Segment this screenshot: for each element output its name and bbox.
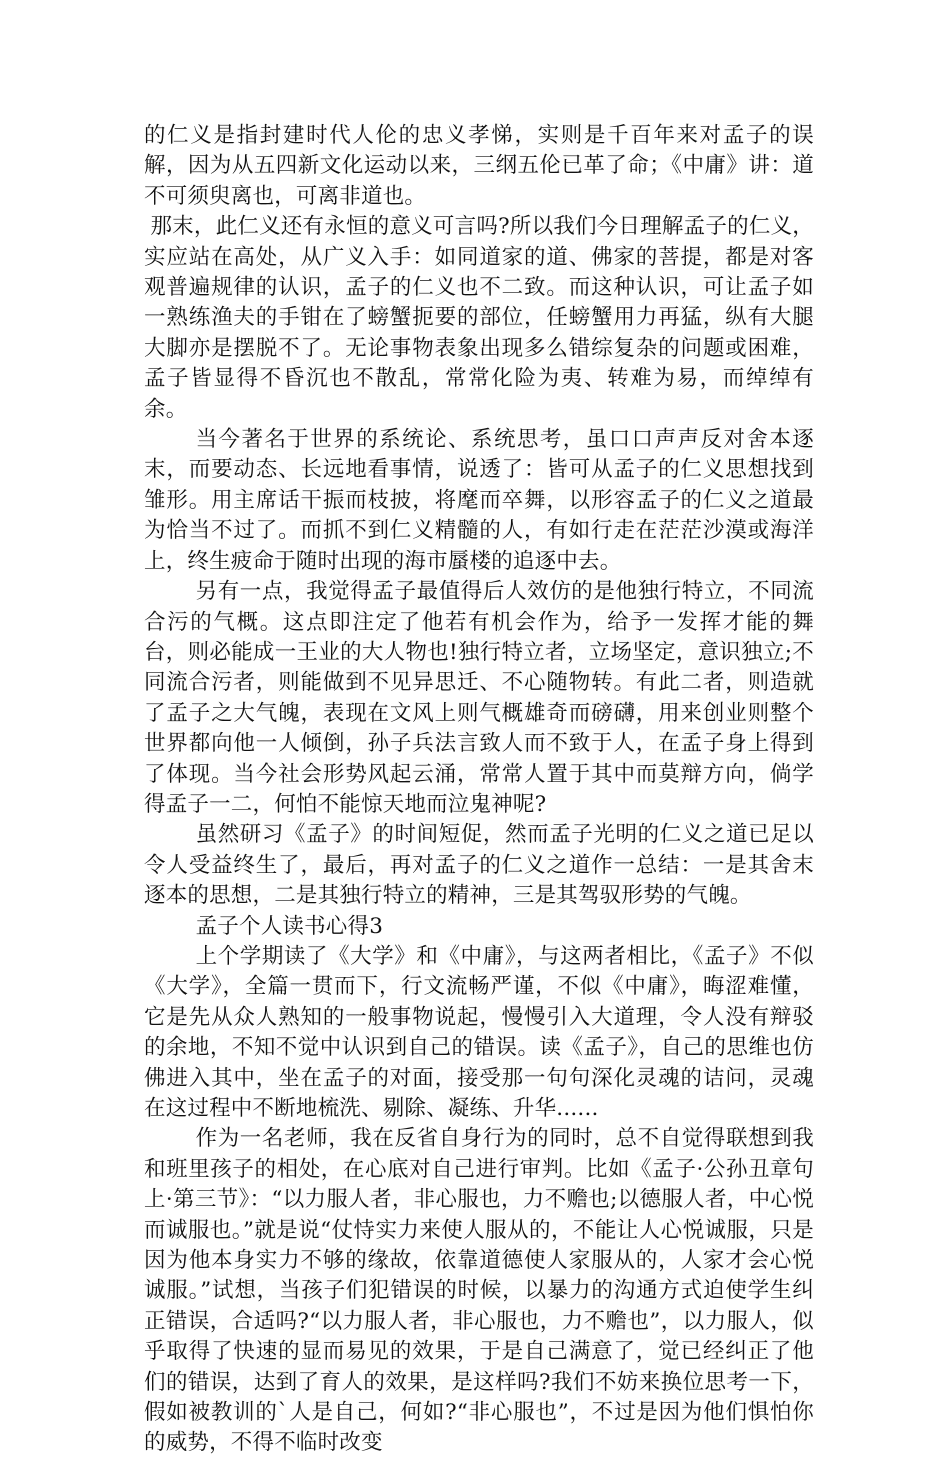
- section-heading: 孟子个人读书心得3: [195, 913, 384, 939]
- paragraph-reading-experience: 上个学期读了《大学》和《中庸》，与这两者相比，《孟子》不似《大学》，全篇一贯而下，行文流畅严谨，不似《中庸》，晦涩难懂，它是先从众人熟知的一般事物说起，慢慢引入大道理，令人没有辩驳的余地，不知不觉中认识到自己的错误。读《孟子》，自己的思维也仿佛进入其中，坐在孟子的对面，接受那一句句深化灵魂的诘问，灵魂在这过程中不断地梳洗、剔除、凝练、升华......: [144, 943, 814, 1121]
- paragraph-independent-spirit: 另有一点，我觉得孟子最值得后人效仿的是他独行特立，不同流合污的气概。这点即注定了他若有机会作为，给予一发挥才能的舞台，则必能成一王业的大人物也!独行特立者，立场坚定，意识独立;不同流合污者，则能做到不见异思迁、不心随物转。有此二者，则造就了孟子之大气魄，表现在文风上则气概雄奇而磅礴，用来创业则整个世界都向他一人倾倒，孙子兵法言致人而不致于人，在孟子身上得到了体现。当今社会形势风起云涌，常常人置于其中而莫辩方向，倘学得孟子一二，何怕不能惊天地而泣鬼神呢?: [144, 579, 814, 817]
- paragraph-continuation: 的仁义是指封建时代人伦的忠义孝悌，实则是千百年来对孟子的误解，因为从五四新文化运动以来，三纲五伦已革了命；《中庸》讲：道不可须臾离也，可离非道也。: [144, 123, 814, 209]
- document-body: [144, 121, 814, 1459]
- paragraph-systems-thinking: 当今著名于世界的系统论、系统思考，虽口口声声反对舍本逐末，而要动态、长远地看事情，说透了：皆可从孟子的仁义思想找到雏形。用主席话干振而枝披，将麾而卒舞，以形容孟子的仁义之道最为恰当不过了。而抓不到仁义精髓的人，有如行走在茫茫沙漠或海洋上，终生疲命于随时出现的海市蜃楼的追逐中去。: [144, 427, 814, 574]
- paragraph-teacher-reflection: 作为一名老师，我在反省自身行为的同时，总不自觉得联想到我和班里孩子的相处，在心底对自己进行审判。比如《孟子·公孙丑章句上·第三节》：“以力服人者，非心服也，力不赡也;以德服人者，中心悦而诚服也。”就是说“仗恃实力来使人服从的，不能让人心悦诚服，只是因为他本身实力不够的缘故，依靠道德使人家服从的，人家才会心悦诚服。”试想，当孩子们犯错误的时候，以暴力的沟通方式迫使学生纠正错误，合适吗?“以力服人者，非心服也，力不赡也”，以力服人，似乎取得了快速的显而易见的效果，于是自己满意了，觉已经纠正了他们的错误，达到了育人的效果，是这样吗?我们不妨来换位思考一下，假如被教训的`人是自己，何如?“非心服也”，不过是因为他们惧怕你的威势，不得不临时改变: [144, 1126, 814, 1456]
- paragraph-summary: 虽然研习《孟子》的时间短促，然而孟子光明的仁义之道已足以令人受益终生了，最后，再对孟子的仁义之道作一总结：一是其舍末逐本的思想，二是其独行特立的精神，三是其驾驭形势的气魄。: [144, 822, 814, 909]
- paragraph-eternal-meaning: 那末，此仁义还有永恒的意义可言吗?所以我们今日理解孟子的仁义，实应站在高处，从广义入手：如同道家的道、佛家的菩提，都是对客观普遍规律的认识，孟子的仁义也不二致。而这种认识，可让孟子如一熟练渔夫的手钳在了螃蟹扼要的部位，任螃蟹用力再猛，纵有大腿大脚亦是摆脱不了。无论事物表象出现多么错综复杂的问题或困难，孟子皆显得不昏沉也不散乱，常常化险为夷、转难为易，而绰绰有余。: [144, 214, 814, 422]
